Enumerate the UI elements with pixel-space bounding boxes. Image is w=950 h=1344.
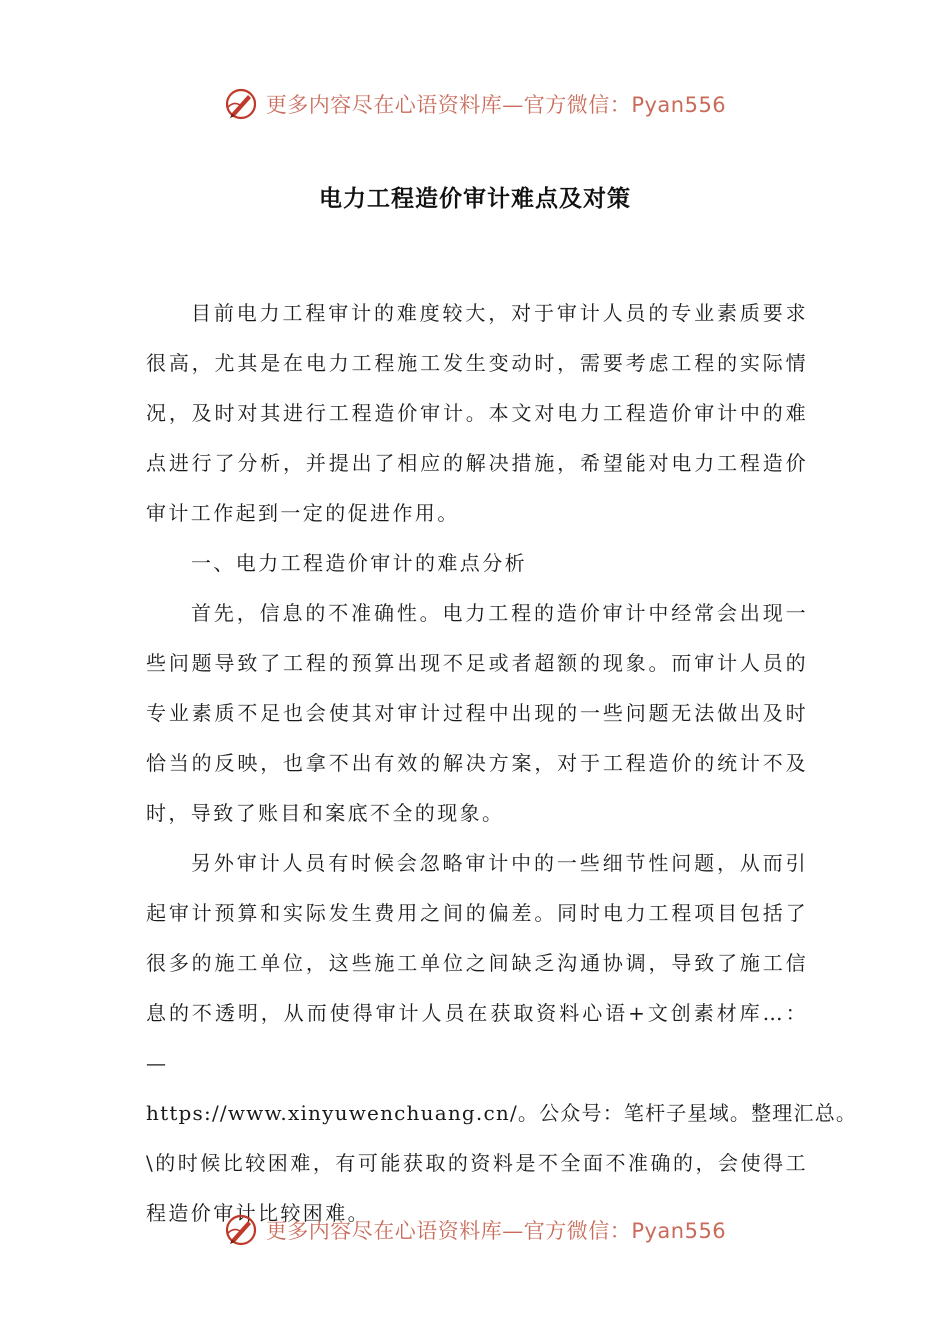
page-title: 电力工程造价审计难点及对策 (319, 185, 631, 212)
pen-logo-icon (224, 1213, 258, 1247)
banner-contact: Pyan556 (631, 93, 727, 117)
footer-banner (0, 1208, 950, 1252)
section-heading: 一、电力工程造价审计的难点分析 (191, 551, 527, 575)
banner-text (266, 1215, 726, 1245)
banner-text (266, 89, 726, 119)
banner-contact: Pyan556 (631, 1219, 727, 1243)
header-banner (0, 82, 950, 126)
banner-label: 更多内容尽在心语资料库—官方微信： (265, 1219, 632, 1243)
pen-logo-icon (224, 87, 258, 121)
banner-label: 更多内容尽在心语资料库—官方微信： (265, 93, 632, 117)
website-link-line: https://www.xinyuwenchuang.cn/。公众号：笔杆子星域。整理汇总。 (146, 1101, 858, 1125)
paragraph-second: 另外审计人员有时候会忽略审计中的一些细节性问题，从而引起审计预算和实际发生费用之间的偏差。同时电力工程项目包括了很多的施工单位，这些施工单位之间缺乏沟通协调，导致了施工信息的不透明，从而使得审计人员在获取资料心语+文创素材库…：— (146, 851, 808, 1075)
paragraph-continuation: \的时候比较困难，有可能获取的资料是不全面不准确的，会使得工程造价审计比较困难。 (146, 1151, 808, 1225)
paragraph-intro: 目前电力工程审计的难度较大，对于审计人员的专业素质要求很高，尤其是在电力工程施工发生变动时，需要考虑工程的实际情况，及时对其进行工程造价审计。本文对电力工程造价审计中的难点进行了分析，并提出了相应的解决措施，希望能对电力工程造价审计工作起到一定的促进作用。 (146, 301, 808, 525)
article-body (146, 288, 858, 1238)
paragraph-first: 首先，信息的不准确性。电力工程的造价审计中经常会出现一些问题导致了工程的预算出现不足或者超额的现象。而审计人员的专业素质不足也会使其对审计过程中出现的一些问题无法做出及时恰当的反映，也拿不出有效的解决方案，对于工程造价的统计不及时，导致了账目和案底不全的现象。 (146, 601, 808, 825)
